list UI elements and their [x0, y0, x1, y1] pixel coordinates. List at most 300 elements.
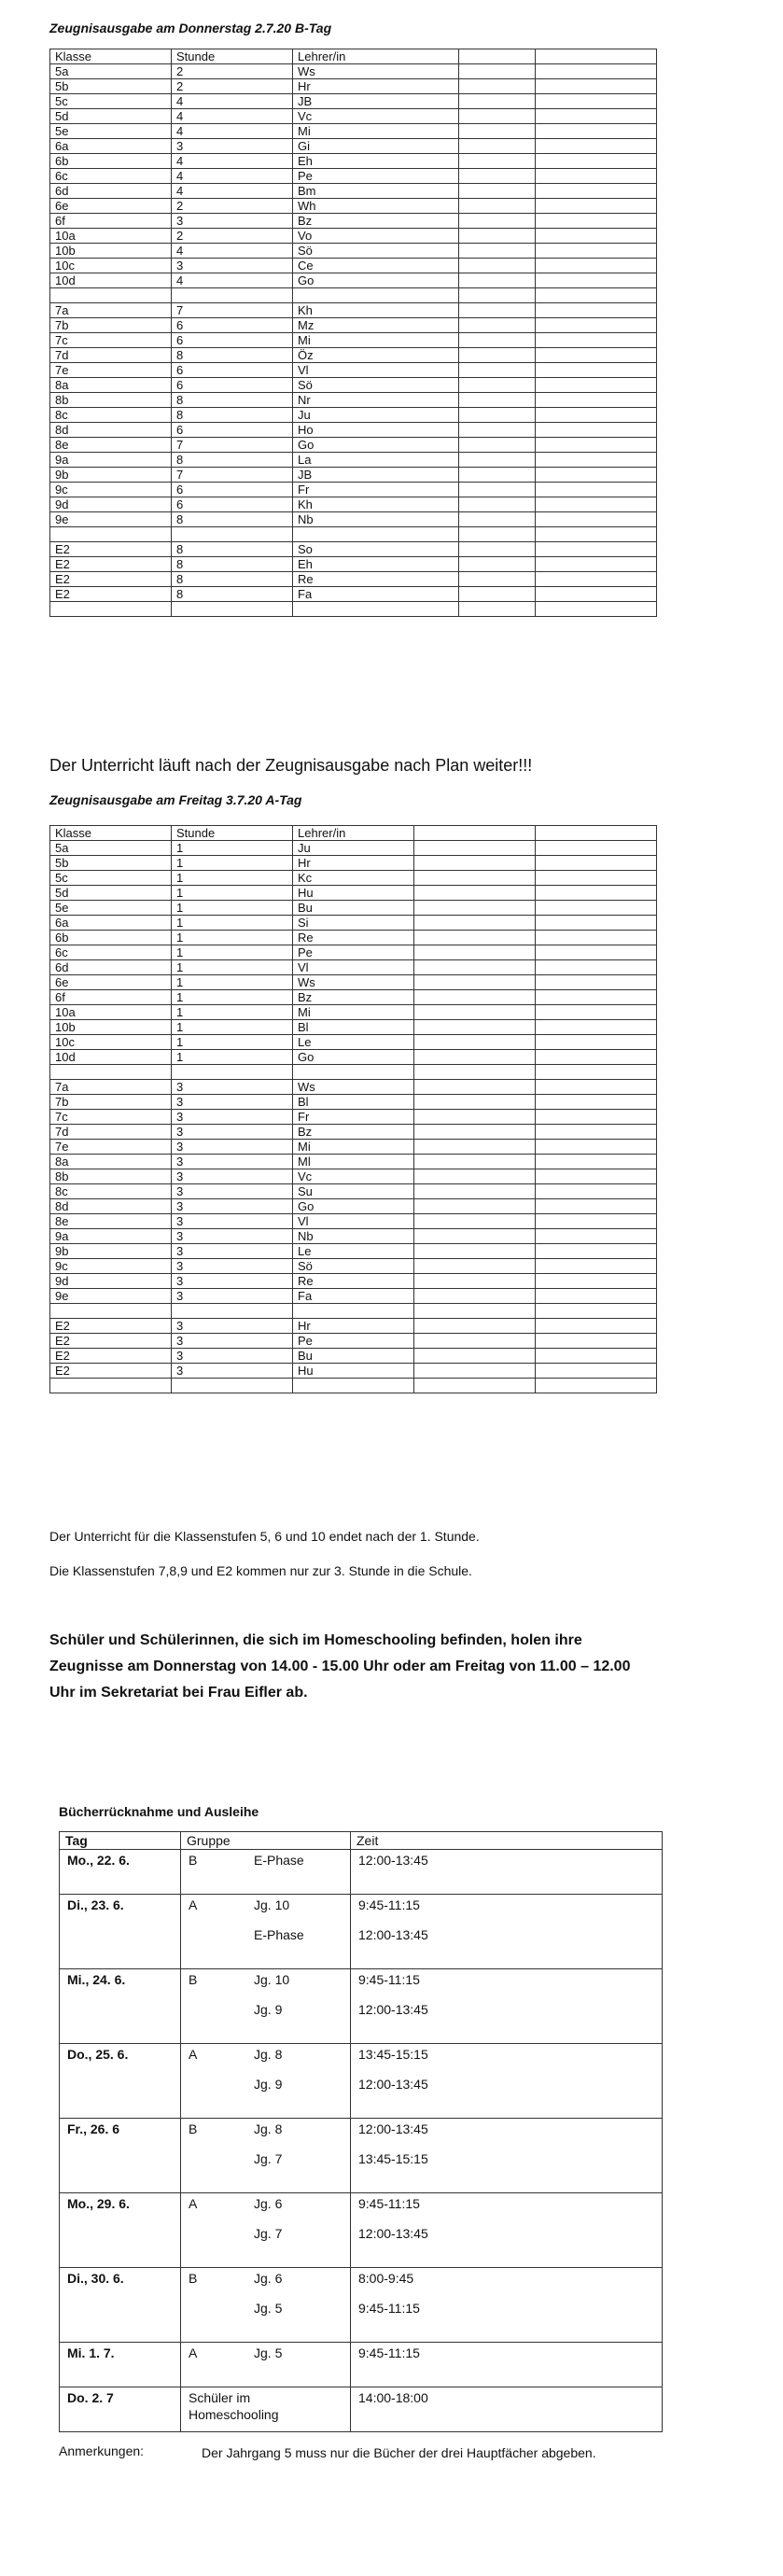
books-group-year: Jg. 9: [254, 2002, 283, 2017]
table-cell: JB: [293, 468, 459, 483]
books-group-year: Jg. 8: [254, 2047, 283, 2062]
table-cell: E2: [50, 1319, 172, 1334]
table-cell: [414, 945, 536, 960]
table-row: [50, 1035, 657, 1050]
table-cell: [459, 587, 536, 602]
table-row: [50, 1364, 657, 1379]
books-table: [59, 1831, 663, 2432]
table-row: [50, 1244, 657, 1259]
table-row: [50, 393, 657, 408]
table-cell: 8d: [50, 423, 172, 438]
table-cell: Vl: [293, 1214, 414, 1229]
table-cell: [414, 960, 536, 975]
table-row: [50, 139, 657, 154]
books-time: [351, 2387, 663, 2432]
table-cell: 3: [172, 1214, 293, 1229]
table-cell: 1: [172, 856, 293, 871]
table-cell: [536, 408, 657, 423]
remarks: [59, 2443, 631, 2462]
table-cell: 5a: [50, 841, 172, 856]
books-group: [181, 1850, 351, 1895]
table-cell: 3: [172, 139, 293, 154]
table-cell: Sö: [293, 244, 459, 259]
table-cell: 7c: [50, 333, 172, 348]
table-cell: [414, 1259, 536, 1274]
table-cell: 9e: [50, 1289, 172, 1304]
table-cell: [536, 468, 657, 483]
table-cell: [50, 1065, 172, 1080]
books-time: [351, 2119, 663, 2193]
table-cell: [459, 288, 536, 303]
table-cell: Hr: [293, 1319, 414, 1334]
table-cell: [536, 154, 657, 169]
table-cell: [536, 64, 657, 79]
table-cell: [536, 990, 657, 1005]
books-group-letter: [189, 2300, 254, 2317]
table-cell: Re: [293, 1274, 414, 1289]
table-cell: Ju: [293, 841, 414, 856]
table-cell: [536, 333, 657, 348]
table-cell: [536, 572, 657, 587]
books-group: [181, 2119, 351, 2193]
table-cell: [536, 1095, 657, 1110]
table-cell: Ce: [293, 259, 459, 273]
table-row: [50, 1214, 657, 1229]
table-cell: [459, 214, 536, 229]
table-row: [50, 1005, 657, 1020]
table-cell: [50, 527, 172, 542]
table-cell: 9d: [50, 1274, 172, 1289]
table-row: [50, 945, 657, 960]
table-cell: 3: [172, 1155, 293, 1169]
table-cell: 1: [172, 1035, 293, 1050]
table-cell: [536, 901, 657, 916]
table-cell: Nb: [293, 1229, 414, 1244]
table-cell: 8: [172, 557, 293, 572]
table-cell: 8e: [50, 438, 172, 453]
table-cell: Go: [293, 1199, 414, 1214]
table-cell: 3: [172, 1125, 293, 1140]
books-header-cell: Zeit: [351, 1832, 663, 1850]
table-cell: [414, 1214, 536, 1229]
books-day: Do., 25. 6.: [60, 2044, 181, 2119]
table-cell: [536, 1379, 657, 1393]
table-cell: 7e: [50, 1140, 172, 1155]
table-cell: [536, 273, 657, 288]
table-cell: Bl: [293, 1095, 414, 1110]
table-cell: Ju: [293, 408, 459, 423]
header-cell: Klasse: [50, 826, 172, 841]
books-group-letter: A: [189, 2345, 198, 2360]
table-cell: [293, 1065, 414, 1080]
table-cell: 8: [172, 587, 293, 602]
table-cell: [459, 348, 536, 363]
table-cell: [293, 1379, 414, 1393]
table-row: [50, 438, 657, 453]
books-group-year: Jg. 7: [254, 2151, 283, 2166]
books-day: Mi., 24. 6.: [60, 1969, 181, 2044]
table-cell: [459, 453, 536, 468]
table-cell: [414, 990, 536, 1005]
books-group: [181, 1895, 351, 1969]
table-cell: Re: [293, 572, 459, 587]
table-cell: [459, 229, 536, 244]
books-time: [351, 1850, 663, 1895]
table-cell: Go: [293, 273, 459, 288]
table-cell: 6: [172, 363, 293, 378]
table-cell: Ws: [293, 64, 459, 79]
books-group-year: Jg. 10: [254, 1972, 290, 1987]
table-cell: 6d: [50, 184, 172, 199]
table-cell: Bz: [293, 214, 459, 229]
books-day: Mi. 1. 7.: [60, 2343, 181, 2387]
table-cell: [536, 1244, 657, 1259]
table-cell: 8: [172, 542, 293, 557]
table-cell: [172, 1379, 293, 1393]
table-cell: [459, 244, 536, 259]
books-header-cell: Tag: [60, 1832, 181, 1850]
table-cell: 8: [172, 453, 293, 468]
books-time: [351, 1895, 663, 1969]
table-cell: E2: [50, 542, 172, 557]
table-cell: [536, 1229, 657, 1244]
remarks-label: Anmerkungen:: [59, 2443, 145, 2458]
table-cell: 8a: [50, 378, 172, 393]
table-row: [50, 1155, 657, 1169]
table-cell: 8c: [50, 1184, 172, 1199]
table-cell: [536, 438, 657, 453]
note-after-thursday: Der Unterricht läuft nach der Zeugnisausgabe nach Plan weiter!!!: [49, 756, 533, 775]
table-cell: 3: [172, 1229, 293, 1244]
table-row: [50, 363, 657, 378]
table-cell: [414, 841, 536, 856]
table-cell: [414, 1304, 536, 1319]
books-time-value: 12:00-13:45: [358, 2002, 428, 2017]
table-row: [50, 602, 657, 617]
table-cell: 6: [172, 483, 293, 497]
table-cell: [414, 1095, 536, 1110]
table-cell: [414, 1289, 536, 1304]
table-cell: [414, 1229, 536, 1244]
table-cell: 7e: [50, 363, 172, 378]
books-group-year: Jg. 9: [254, 2077, 283, 2092]
table-cell: [414, 1274, 536, 1289]
books-time: [351, 2193, 663, 2268]
table-row: [50, 259, 657, 273]
header-cell: Stunde: [172, 826, 293, 841]
table-cell: 2: [172, 199, 293, 214]
books-group-letter: [189, 1926, 254, 1943]
table-cell: [459, 572, 536, 587]
books-group-year: Jg. 10: [254, 1897, 290, 1912]
books-group-letter: B: [189, 2121, 198, 2136]
books-row: [60, 2193, 663, 2268]
table-cell: 1: [172, 1050, 293, 1065]
table-cell: 7b: [50, 1095, 172, 1110]
books-row: [60, 1850, 663, 1895]
table-cell: 9b: [50, 468, 172, 483]
books-time-value: 9:45-11:15: [358, 1897, 420, 1912]
table-cell: 5d: [50, 109, 172, 124]
table-cell: [536, 945, 657, 960]
table-cell: JB: [293, 94, 459, 109]
table-row: [50, 1319, 657, 1334]
table-row: [50, 378, 657, 393]
table-row: [50, 1349, 657, 1364]
table-cell: [414, 1319, 536, 1334]
books-day: Mo., 22. 6.: [60, 1850, 181, 1895]
books-group-letter: A: [189, 1897, 198, 1912]
table-cell: Gi: [293, 139, 459, 154]
table-cell: Fa: [293, 587, 459, 602]
table-row: [50, 333, 657, 348]
table-cell: [536, 886, 657, 901]
table-cell: 3: [172, 1349, 293, 1364]
table-cell: [459, 468, 536, 483]
table-cell: 7b: [50, 318, 172, 333]
table-cell: E2: [50, 1334, 172, 1349]
books-time-value: 9:45-11:15: [358, 1972, 420, 1987]
books-group-letter: [189, 2001, 254, 2018]
books-group-letter: B: [189, 2271, 198, 2286]
table-cell: E2: [50, 557, 172, 572]
table-row: [50, 64, 657, 79]
books-group-letter: [189, 2225, 254, 2242]
table-cell: 3: [172, 1184, 293, 1199]
table-cell: Re: [293, 931, 414, 945]
table-cell: 6a: [50, 916, 172, 931]
table-row: [50, 557, 657, 572]
books-group-label: Schüler im Homeschooling: [189, 2390, 279, 2422]
table-cell: [536, 1349, 657, 1364]
table-cell: 3: [172, 1259, 293, 1274]
table-row: [50, 901, 657, 916]
table-cell: [414, 1050, 536, 1065]
table-cell: 6: [172, 497, 293, 512]
table-cell: Eh: [293, 557, 459, 572]
table-cell: [459, 423, 536, 438]
table-row: [50, 154, 657, 169]
table-row: [50, 109, 657, 124]
table-cell: [536, 288, 657, 303]
table-cell: [536, 169, 657, 184]
table-cell: 8: [172, 348, 293, 363]
table-cell: 7: [172, 303, 293, 318]
table-cell: [536, 1080, 657, 1095]
table-cell: Bu: [293, 1349, 414, 1364]
table-cell: 1: [172, 1005, 293, 1020]
table-cell: [414, 886, 536, 901]
friday-title: Zeugnisausgabe am Freitag 3.7.20 A-Tag: [49, 792, 302, 807]
table-cell: [536, 841, 657, 856]
table-cell: [414, 975, 536, 990]
books-row: [60, 1969, 663, 2044]
table-cell: [414, 901, 536, 916]
table-cell: 6b: [50, 931, 172, 945]
table-cell: [459, 139, 536, 154]
remarks-text: Der Jahrgang 5 muss nur die Bücher der drei Hauptfächer abgeben.: [202, 2445, 596, 2460]
table-row: [50, 169, 657, 184]
table-cell: 9a: [50, 453, 172, 468]
table-cell: 5b: [50, 856, 172, 871]
table-cell: [536, 960, 657, 975]
table-cell: 3: [172, 214, 293, 229]
books-group-year: Jg. 8: [254, 2121, 283, 2136]
table-cell: 7: [172, 438, 293, 453]
table-cell: [536, 931, 657, 945]
table-cell: 5b: [50, 79, 172, 94]
table-row: [50, 1229, 657, 1244]
table-row: [50, 886, 657, 901]
table-cell: Hr: [293, 856, 414, 871]
table-cell: [414, 1065, 536, 1080]
table-cell: 1: [172, 960, 293, 975]
table-row: [50, 184, 657, 199]
header-cell: Lehrer/in: [293, 49, 459, 64]
table-cell: 7a: [50, 1080, 172, 1095]
table-cell: [459, 333, 536, 348]
table-cell: [459, 542, 536, 557]
table-cell: Bu: [293, 901, 414, 916]
table-cell: [536, 94, 657, 109]
table-cell: Pe: [293, 945, 414, 960]
table-cell: 5e: [50, 124, 172, 139]
header-cell: Lehrer/in: [293, 826, 414, 841]
table-row: [50, 1334, 657, 1349]
table-row: [50, 1110, 657, 1125]
table-cell: [459, 94, 536, 109]
table-cell: [293, 288, 459, 303]
table-cell: Fa: [293, 1289, 414, 1304]
table-cell: 3: [172, 1199, 293, 1214]
table-cell: [414, 1364, 536, 1379]
note-friday-2: Die Klassenstufen 7,8,9 und E2 kommen nur zur 3. Stunde in die Schule.: [49, 1563, 472, 1578]
table-cell: Bl: [293, 1020, 414, 1035]
table-cell: 3: [172, 1080, 293, 1095]
table-cell: [536, 1125, 657, 1140]
table-cell: [414, 1184, 536, 1199]
books-time-value: 13:45-15:15: [358, 2151, 428, 2166]
table-cell: 6a: [50, 139, 172, 154]
table-cell: So: [293, 542, 459, 557]
table-cell: Si: [293, 916, 414, 931]
books-day: Fr., 26. 6: [60, 2119, 181, 2193]
table-cell: Mz: [293, 318, 459, 333]
table-row: [50, 408, 657, 423]
table-cell: [414, 1244, 536, 1259]
friday-table: [49, 825, 657, 1393]
table-cell: [459, 273, 536, 288]
header-cell: [536, 49, 657, 64]
table-cell: [459, 408, 536, 423]
table-cell: 7d: [50, 1125, 172, 1140]
table-cell: Fr: [293, 483, 459, 497]
table-cell: [414, 1080, 536, 1095]
table-cell: Mi: [293, 1140, 414, 1155]
table-cell: [50, 602, 172, 617]
table-cell: [536, 1334, 657, 1349]
table-cell: [536, 1289, 657, 1304]
table-cell: 9d: [50, 497, 172, 512]
table-row: [50, 244, 657, 259]
table-cell: 5c: [50, 94, 172, 109]
table-cell: 3: [172, 1244, 293, 1259]
header-cell: Stunde: [172, 49, 293, 64]
table-cell: 7: [172, 468, 293, 483]
table-cell: Vc: [293, 1169, 414, 1184]
table-row: [50, 468, 657, 483]
table-row: [50, 214, 657, 229]
table-cell: [172, 602, 293, 617]
table-cell: 6b: [50, 154, 172, 169]
table-cell: [536, 1169, 657, 1184]
table-cell: [459, 527, 536, 542]
books-header-cell: Gruppe: [181, 1832, 351, 1850]
table-cell: Go: [293, 1050, 414, 1065]
table-cell: [414, 1169, 536, 1184]
table-row: [50, 79, 657, 94]
books-group-letter: A: [189, 2047, 198, 2062]
table-cell: Pe: [293, 169, 459, 184]
books-time-value: 8:00-9:45: [358, 2271, 414, 2286]
table-cell: [536, 423, 657, 438]
books-time: [351, 2343, 663, 2387]
table-cell: [536, 393, 657, 408]
table-cell: 1: [172, 945, 293, 960]
table-cell: [459, 378, 536, 393]
table-row: [50, 916, 657, 931]
table-cell: [536, 483, 657, 497]
table-row: [50, 1020, 657, 1035]
table-cell: 2: [172, 229, 293, 244]
books-group: [181, 2044, 351, 2119]
table-cell: 2: [172, 79, 293, 94]
table-cell: [536, 497, 657, 512]
books-group-year: Jg. 7: [254, 2226, 283, 2241]
table-cell: [536, 1050, 657, 1065]
books-row: [60, 2387, 663, 2432]
table-cell: [536, 1199, 657, 1214]
table-cell: E2: [50, 572, 172, 587]
table-cell: [459, 124, 536, 139]
table-cell: [536, 1304, 657, 1319]
table-cell: [459, 557, 536, 572]
books-row: [60, 2268, 663, 2343]
table-cell: [459, 318, 536, 333]
books-time-value: 12:00-13:45: [358, 1853, 428, 1868]
table-cell: [459, 64, 536, 79]
table-cell: [459, 303, 536, 318]
table-cell: [536, 303, 657, 318]
table-cell: 10b: [50, 1020, 172, 1035]
table-cell: 7c: [50, 1110, 172, 1125]
table-cell: [414, 1199, 536, 1214]
table-cell: Öz: [293, 348, 459, 363]
table-cell: [459, 199, 536, 214]
table-cell: 8: [172, 408, 293, 423]
table-cell: [414, 916, 536, 931]
books-day: Di., 23. 6.: [60, 1895, 181, 1969]
table-cell: 8d: [50, 1199, 172, 1214]
table-cell: [536, 1110, 657, 1125]
table-cell: Eh: [293, 154, 459, 169]
table-cell: Su: [293, 1184, 414, 1199]
table-cell: [414, 931, 536, 945]
table-cell: [50, 1304, 172, 1319]
table-cell: Fr: [293, 1110, 414, 1125]
table-cell: [536, 871, 657, 886]
table-cell: 6d: [50, 960, 172, 975]
